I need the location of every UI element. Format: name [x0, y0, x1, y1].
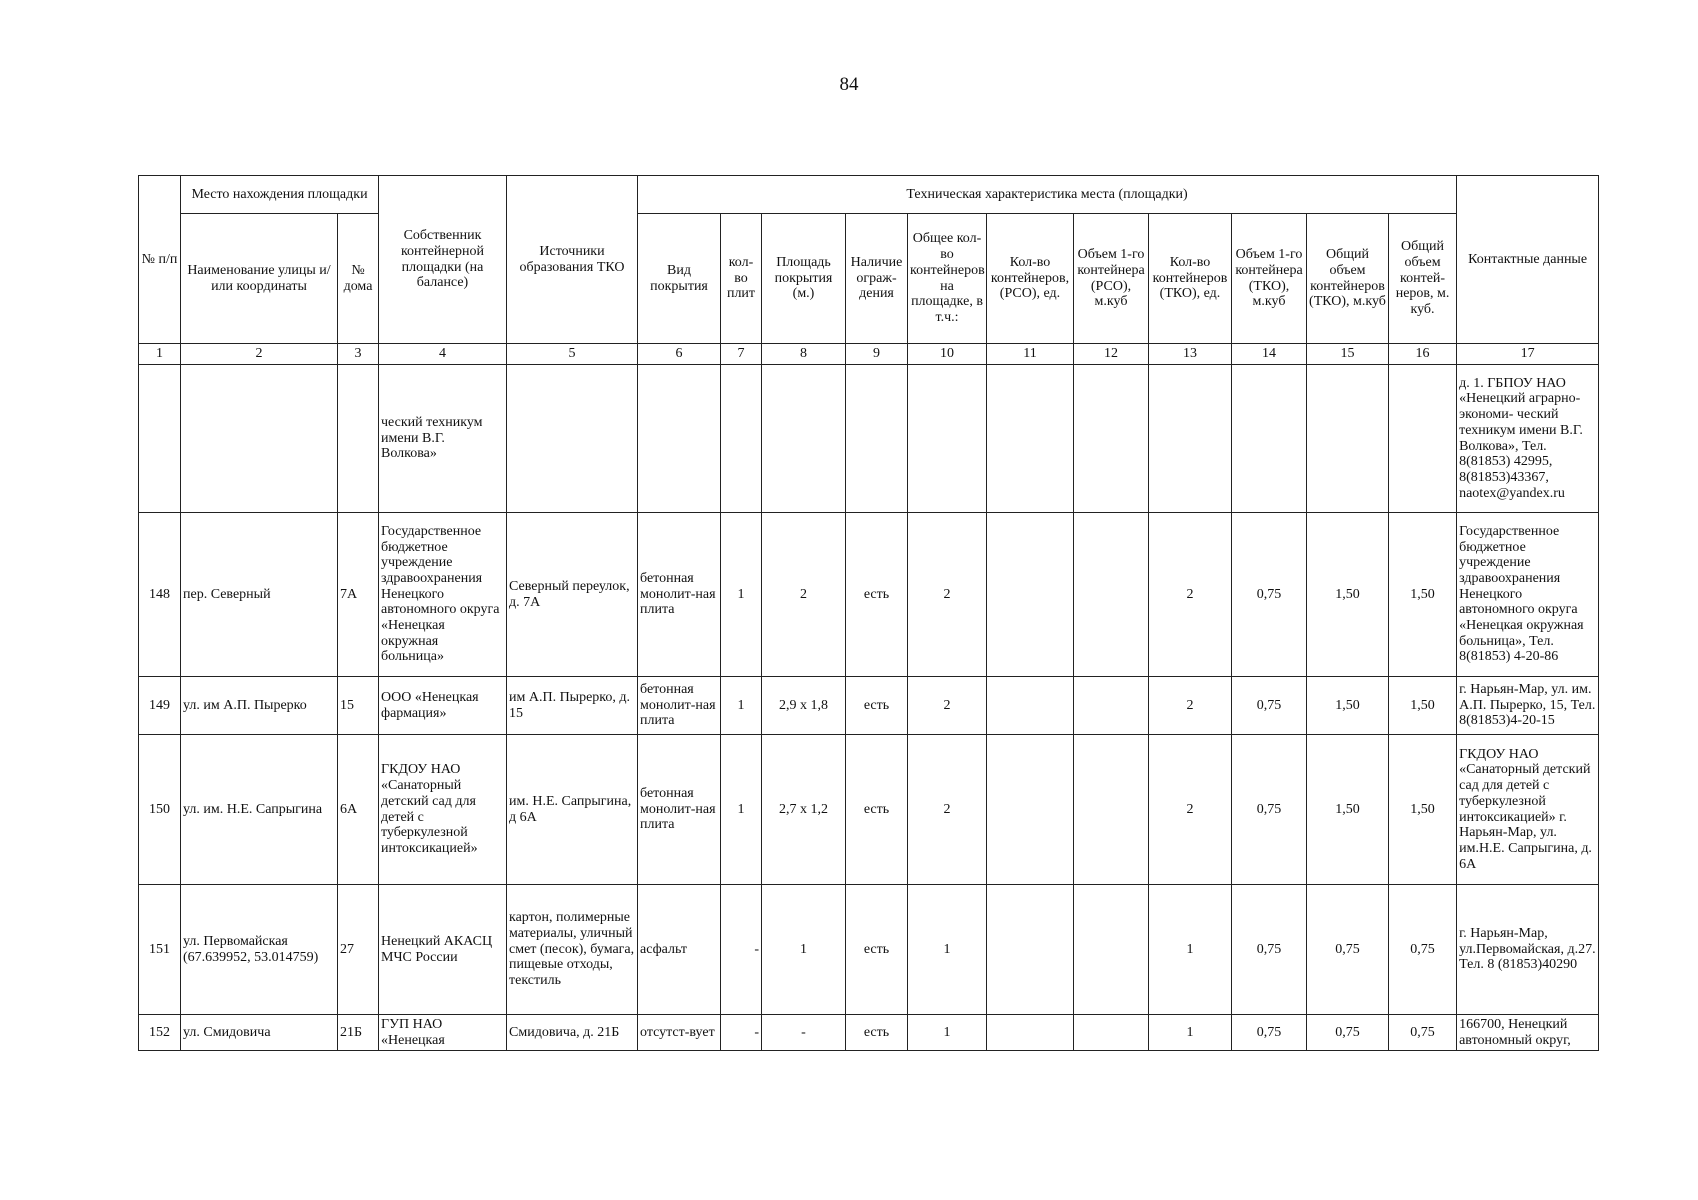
table-row: [139, 885, 1599, 1015]
row-total-volume: 1,50: [1389, 735, 1457, 885]
row-rso-volume: [1074, 885, 1149, 1015]
row-tko-volume: 0,75: [1232, 677, 1307, 735]
row-rso-count: [987, 677, 1074, 735]
row-street: ул. им А.П. Пырерко: [181, 677, 338, 735]
row-owner: ООО «Ненецкая фармация»: [379, 677, 507, 735]
header-total-volume: Общий объем контей-неров, м. куб.: [1389, 214, 1457, 344]
row-tko-total-volume: [1307, 365, 1389, 513]
row-sources: им. Н.Е. Сапрыгина, д 6А: [507, 735, 638, 885]
row-contacts: г. Нарьян-Мар, ул. им. А.П. Пырерко, 15, Тел. 8(81853)4-20-15: [1457, 677, 1599, 735]
table-body: [139, 365, 1599, 1051]
row-fence: [846, 365, 908, 513]
table-row: [139, 735, 1599, 885]
row-cover: бетонная монолит-ная плита: [638, 513, 721, 677]
row-tko-volume: 0,75: [1232, 513, 1307, 677]
row-street: ул. Первомайская (67.639952, 53.014759): [181, 885, 338, 1015]
row-total-volume: 1,50: [1389, 513, 1457, 677]
row-num: 149: [139, 677, 181, 735]
header-total-containers: Общее кол-во контейнеров на площадке, в т.ч.:: [908, 214, 987, 344]
header-house: № дома: [338, 214, 379, 344]
row-house: 21Б: [338, 1015, 379, 1051]
row-rso-volume: [1074, 365, 1149, 513]
row-tko-volume: [1232, 365, 1307, 513]
row-street: [181, 365, 338, 513]
row-rso-volume: [1074, 1015, 1149, 1051]
row-house: 15: [338, 677, 379, 735]
row-tko-count: 2: [1149, 513, 1232, 677]
header-area: Площадь покрытия (м.): [762, 214, 846, 344]
row-total-containers: 2: [908, 513, 987, 677]
row-slabs: 1: [721, 735, 762, 885]
row-total-containers: [908, 365, 987, 513]
column-number: 5: [507, 344, 638, 365]
row-tko-volume: 0,75: [1232, 885, 1307, 1015]
header-street: Наименование улицы и/или координаты: [181, 214, 338, 344]
header-tko-volume: Объем 1-го контейнера (ТКО), м.куб: [1232, 214, 1307, 344]
row-total-containers: 2: [908, 677, 987, 735]
row-slabs: -: [721, 885, 762, 1015]
row-tko-count: 2: [1149, 677, 1232, 735]
row-slabs: 1: [721, 677, 762, 735]
row-tko-total-volume: 0,75: [1307, 1015, 1389, 1051]
row-contacts: Государственное бюджетное учреждение здравоохранения Ненецкого автономного округа «Ненецкая окружная больница», Тел. 8(81853) 4-20-86: [1457, 513, 1599, 677]
row-tko-total-volume: 0,75: [1307, 885, 1389, 1015]
row-area: 2: [762, 513, 846, 677]
table-row: [139, 677, 1599, 735]
row-slabs: [721, 365, 762, 513]
column-number: 4: [379, 344, 507, 365]
header-tko-count: Кол-во контейнеров (ТКО), ед.: [1149, 214, 1232, 344]
row-owner: ГКДОУ НАО «Санаторный детский сад для детей с туберкулезной интоксикацией»: [379, 735, 507, 885]
row-owner: Ненецкий АКАСЦ МЧС России: [379, 885, 507, 1015]
column-number: 17: [1457, 344, 1599, 365]
row-cover: асфальт: [638, 885, 721, 1015]
row-cover: [638, 365, 721, 513]
column-number: 12: [1074, 344, 1149, 365]
row-fence: есть: [846, 885, 908, 1015]
column-number-row: [139, 344, 1599, 365]
header-slabs: кол-во плит: [721, 214, 762, 344]
column-number: 15: [1307, 344, 1389, 365]
row-tko-volume: 0,75: [1232, 735, 1307, 885]
row-cover: отсутст-вует: [638, 1015, 721, 1051]
table-row: [139, 365, 1599, 513]
column-number: 8: [762, 344, 846, 365]
row-house: [338, 365, 379, 513]
row-area: 2,7 х 1,2: [762, 735, 846, 885]
row-tko-total-volume: 1,50: [1307, 677, 1389, 735]
row-owner: ГУП НАО «Ненецкая: [379, 1015, 507, 1051]
container-sites-table: [138, 175, 1599, 1051]
column-number: 13: [1149, 344, 1232, 365]
row-rso-count: [987, 1015, 1074, 1051]
row-street: пер. Северный: [181, 513, 338, 677]
header-rso-count: Кол-во контейнеров, (РСО), ед.: [987, 214, 1074, 344]
row-total-volume: 0,75: [1389, 1015, 1457, 1051]
row-contacts: 166700, Ненецкий автономный округ,: [1457, 1015, 1599, 1051]
row-contacts: г. Нарьян-Мар, ул.Первомайская, д.27. Тел. 8 (81853)40290: [1457, 885, 1599, 1015]
row-sources: Северный переулок, д. 7А: [507, 513, 638, 677]
row-tko-count: [1149, 365, 1232, 513]
header-sources: Источники образования ТКО: [507, 176, 638, 344]
column-number: 9: [846, 344, 908, 365]
header-rso-volume: Объем 1-го контейнера (РСО), м.куб: [1074, 214, 1149, 344]
row-total-containers: 1: [908, 1015, 987, 1051]
header-contacts: Контактные данные: [1457, 176, 1599, 344]
row-tko-total-volume: 1,50: [1307, 735, 1389, 885]
row-area: [762, 365, 846, 513]
row-rso-count: [987, 735, 1074, 885]
table-header: [139, 176, 1599, 365]
page-number: 84: [839, 74, 859, 95]
row-slabs: 1: [721, 513, 762, 677]
row-fence: есть: [846, 735, 908, 885]
row-rso-count: [987, 513, 1074, 677]
header-cover: Вид покрытия: [638, 214, 721, 344]
column-number: 7: [721, 344, 762, 365]
column-number: 10: [908, 344, 987, 365]
column-number: 2: [181, 344, 338, 365]
row-total-containers: 1: [908, 885, 987, 1015]
header-location-group: Место нахождения площадки: [181, 176, 379, 214]
column-number: 1: [139, 344, 181, 365]
row-area: 1: [762, 885, 846, 1015]
row-rso-volume: [1074, 513, 1149, 677]
column-number: 14: [1232, 344, 1307, 365]
row-num: 148: [139, 513, 181, 677]
row-fence: есть: [846, 513, 908, 677]
row-fence: есть: [846, 677, 908, 735]
row-rso-volume: [1074, 735, 1149, 885]
row-street: ул. им. Н.Е. Сапрыгина: [181, 735, 338, 885]
row-rso-count: [987, 885, 1074, 1015]
row-house: 6А: [338, 735, 379, 885]
column-number: 3: [338, 344, 379, 365]
row-sources: картон, полимерные материалы, уличный смет (песок), бумага, пищевые отходы, текстиль: [507, 885, 638, 1015]
row-tko-volume: 0,75: [1232, 1015, 1307, 1051]
row-house: 7А: [338, 513, 379, 677]
row-num: 150: [139, 735, 181, 885]
row-tko-count: 2: [1149, 735, 1232, 885]
row-tko-total-volume: 1,50: [1307, 513, 1389, 677]
row-tko-count: 1: [1149, 885, 1232, 1015]
column-number: 6: [638, 344, 721, 365]
row-sources: [507, 365, 638, 513]
header-fence: Наличие ограж-дения: [846, 214, 908, 344]
table-row: [139, 1015, 1599, 1051]
row-cover: бетонная монолит-ная плита: [638, 677, 721, 735]
column-number: 16: [1389, 344, 1457, 365]
row-num: 152: [139, 1015, 181, 1051]
row-total-volume: [1389, 365, 1457, 513]
header-tko-total-volume: Общий объем контейнеров (ТКО), м.куб: [1307, 214, 1389, 344]
row-cover: бетонная монолит-ная плита: [638, 735, 721, 885]
row-owner: Государственное бюджетное учреждение здравоохранения Ненецкого автономного округа «Ненецкая окружная больница»: [379, 513, 507, 677]
row-area: 2,9 х 1,8: [762, 677, 846, 735]
row-contacts: д. 1. ГБПОУ НАО «Ненецкий аграрно-экономи- ческий техникум имени В.Г. Волкова», Тел. 8(81853) 42995, 8(81853)43367, naotex@yandex.ru: [1457, 365, 1599, 513]
row-rso-count: [987, 365, 1074, 513]
row-owner: ческий техникум имени В.Г. Волкова»: [379, 365, 507, 513]
row-area: -: [762, 1015, 846, 1051]
row-sources: им А.П. Пырерко, д. 15: [507, 677, 638, 735]
row-house: 27: [338, 885, 379, 1015]
header-num: № п/п: [139, 176, 181, 344]
row-fence: есть: [846, 1015, 908, 1051]
row-num: 151: [139, 885, 181, 1015]
row-rso-volume: [1074, 677, 1149, 735]
header-tech-group: Техническая характеристика места (площадки): [638, 176, 1457, 214]
row-num: [139, 365, 181, 513]
row-street: ул. Смидовича: [181, 1015, 338, 1051]
table-row: [139, 513, 1599, 677]
row-tko-count: 1: [1149, 1015, 1232, 1051]
row-total-containers: 2: [908, 735, 987, 885]
column-number: 11: [987, 344, 1074, 365]
row-sources: Смидовича, д. 21Б: [507, 1015, 638, 1051]
row-total-volume: 0,75: [1389, 885, 1457, 1015]
row-slabs: -: [721, 1015, 762, 1051]
header-owner: Собственник контейнерной площадки (на балансе): [379, 176, 507, 344]
row-contacts: ГКДОУ НАО «Санаторный детский сад для детей с туберкулезной интоксикацией» г. Нарьян-Мар, ул. им.Н.Е. Сапрыгина, д. 6А: [1457, 735, 1599, 885]
row-total-volume: 1,50: [1389, 677, 1457, 735]
